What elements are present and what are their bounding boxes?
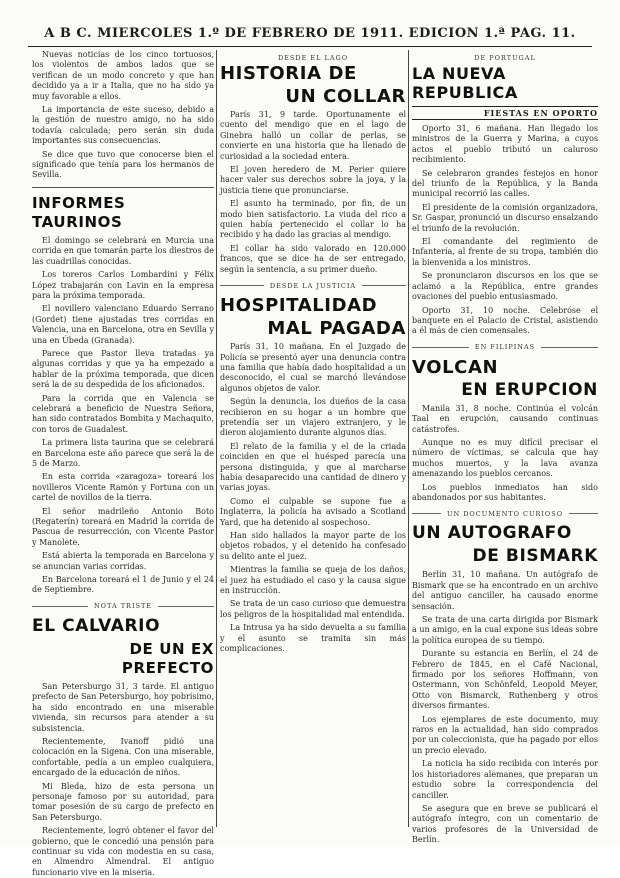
headline-informes-taurinos: INFORMES TAURINOS — [32, 193, 126, 231]
article-paragraph: Se celebraron grandes festejos en honor del triunfo de la República, y la Banda municipal recorrió las calles. — [412, 168, 598, 199]
article-paragraph: Para la corrida que en Valencia se celebrará a beneficio de Nuestra Señora, han sido contratados Bombita y Machaquito, con toros de Guadalest. — [32, 393, 214, 434]
article-paragraph: Está abierta la temporada en Barcelona y se anuncian varias corridas. — [32, 551, 214, 571]
article-paragraph: El novillero valenciano Eduardo Serrano (Gordet) tiene ajustadas tres corridas en Valencia, una en Barcelona, otra en Sevilla y una en Úbeda (Granada). — [32, 304, 214, 345]
intro-paragraph: La importancia de este suceso, debido a la gestión de nuestro amigo, no ha sido todavía calculada; pero serán sin duda importantes sus consecuencias. — [32, 105, 214, 146]
column-2 — [220, 50, 406, 835]
column-divider-2 — [408, 50, 409, 827]
article-paragraph: Los ejemplares de este documento, muy raros en la actualidad, han sido comprados por un coleccionista, que ha pagado por ellos un precio elevado. — [412, 714, 598, 755]
top-rule — [28, 46, 592, 47]
article-paragraph: En esta corrida «zaragoza» toreará los novilleros Vicente Ramón y Fortuna con un cartel de novillos de la tierra. — [32, 472, 214, 503]
column-divider-1 — [216, 50, 217, 827]
article-paragraph: Recientemente, logró obtener el favor del gobierno, que le concedió una pensión para continuar su vida con modestia en su casa, en Almendro Almendral. El antiguo funcionario vive en la miseria. — [32, 826, 214, 877]
column-1 — [32, 50, 214, 877]
headline-un-autografo: UN AUTOGRAFO — [412, 523, 572, 544]
article-paragraph: San Petersburgo 31, 3 tarde. El antiguo prefecto de San Petersburgo, hoy pobrísimo, ha sido encontrado en una miserable vivienda, sin recursos para atender a su subsistencia. — [32, 681, 214, 733]
headline-en-erupcion: EN ERUPCION — [461, 379, 598, 400]
intro-paragraph: Nuevas noticias de los cinco tortuosos, los violentos de ambos lados que se verifican de un modo concreto y que han decidido ya a ir a Italia, que no ha sido ya muy favorable a ellos. — [32, 50, 214, 101]
article-paragraph: La primera lista taurina que se celebrará en Barcelona este año parece que será la de 5 de Marzo. — [32, 438, 214, 468]
section-kicker: DESDE EL LAGO — [277, 54, 349, 62]
article-paragraph: Se asegura que en breve se publicará el autógrafo íntegro, con un comentario de varios profesores de la Universidad de Berlín. — [412, 803, 598, 845]
headline-de-un-ex-prefecto: DE UN EX PREFECTO — [121, 639, 214, 677]
article-paragraph: En Barcelona toreará el 1 de Junio y el 24 de Septiembre. — [32, 575, 214, 595]
article-paragraph: París 31, 9 tarde. Oportunamente el cuento del mendigo que en el lago de Ginebra halló un collar de perlas, se convierte en una historia que ha llenado de curiosidad a la sociedad entera. — [220, 110, 406, 161]
article-paragraph: El comandante del regimiento de Infantería, al frente de su tropa, también dio la bienvenida a los ministros. — [412, 237, 598, 267]
article-paragraph: Los pueblos inmediatos han sido abandonados por sus habitantes. — [412, 482, 598, 502]
article-paragraph: Parece que Pastor lleva tratadas ya algunas corridas y que ya ha empezado a hablar de la próxima temporada, que dicen será la de su despedida de los aficionados. — [32, 348, 214, 390]
column-3 — [412, 50, 598, 845]
article-paragraph: Han sido hallados la mayor parte de los objetos robados, y el detenido ha confesado su delito ante el juez. — [220, 531, 406, 561]
article-paragraph: Recientemente, Ivanoff pidió una colocación en la Sigena. Con una miserable, confortable, pedía a un empleo cualquiera, encargado de la educación de niños. — [32, 736, 214, 778]
headline-el-calvario: EL CALVARIO — [32, 615, 161, 636]
article-paragraph: Oporto 31, 10 noche. Celebróse el banquete en el Palacio de Cristal, asistiendo a él más de cien comensales. — [412, 305, 598, 336]
article-paragraph: Berlín 31, 10 mañana. Un autógrafo de Bismark que se ha encontrado en un archivo del antiguo canciller, ha causado enorme sensación. — [412, 570, 598, 611]
article-paragraph: Mientras la familia se queja de los daños, el juez ha estudiado el caso y la causa sigue en instrucción. — [220, 565, 406, 596]
headline-volcan: VOLCAN — [412, 356, 499, 378]
article-paragraph: El señor madrileño Antonio Boto (Regaterín) toreará en Madrid la corrida de Pascua de resurrección, con Vicente Pastor y Manolete. — [32, 506, 214, 547]
section-kicker: UN DOCUMENTO CURIOSO — [412, 509, 598, 518]
article-paragraph: Oporto 31, 6 mañana. Han llegado los ministros de la Guerra y Marina, a cuyos actos el pueblo tributó un caluroso recibimiento. — [412, 124, 598, 165]
intro-paragraph: Se dice que tuvo que conocerse bien el significado que tenía para los hermanos de Sevilla. — [32, 149, 214, 180]
headline-hospitalidad: HOSPITALIDAD — [220, 295, 378, 317]
headline-de-bismark: DE BISMARK — [472, 546, 598, 567]
article-paragraph: Se pronunciaron discursos en los que se aclamó a la República, entre grandes ovaciones del pueblo entusiasmado. — [412, 271, 598, 302]
article-paragraph: El domingo se celebrará en Murcia una corrida en que tomarán parte los diestros de las cuadrillas conocidas. — [32, 235, 214, 266]
article-paragraph: Mi Bleda, hizo de esta persona un personaje famoso por su autoridad, para tomar posesión de su cargo de prefecto en San Petersburgo. — [32, 781, 214, 822]
headline-mal-pagada: MAL PAGADA — [267, 318, 406, 340]
headline-un-collar: UN COLLAR — [285, 86, 406, 107]
article-paragraph: La Intrusa ya ha sido devuelta a su familia y el asunto se tramita sin más complicaciones. — [220, 623, 406, 654]
article-paragraph: El collar ha sido valorado en 120.000 francos, que se dice ha de ser entregado, según la sentencia, a su primer dueño. — [220, 243, 406, 274]
article-paragraph: Se trata de un caso curioso que demuestra los peligros de la hospitalidad mal entendida. — [220, 599, 406, 619]
section-kicker: EN FILIPINAS — [412, 343, 598, 352]
section-kicker: DESDE LA JUSTICIA — [220, 281, 406, 290]
article-paragraph: Según la denuncia, los dueños de la casa recibieron en su hogar a un hombre que pretendía ser un viajero extranjero, y le dieron alojamiento durante algunos días. — [220, 397, 406, 438]
section-separator — [32, 187, 214, 188]
article-paragraph: Aunque no es muy difícil precisar el número de víctimas, se calcula que hay muchos muertos, y la lava avanza amenazando los pueblos cercanos. — [412, 437, 598, 479]
article-paragraph: Se trata de una carta dirigida por Bismark a un amigo, en la cual expone sus ideas sobre la política europea de su tiempo. — [412, 615, 598, 645]
headline-la-nueva-republica: LA NUEVA REPUBLICA — [412, 64, 518, 102]
article-paragraph: Como el culpable se supone fue a Inglaterra, la policía ha avisado a Scotland Yard, que ha detenido al sospechoso. — [220, 496, 406, 527]
headline-historia-de: HISTORIA DE — [220, 63, 357, 84]
section-kicker: NOTA TRISTE — [32, 602, 214, 611]
article-paragraph: El presidente de la comisión organizadora, Sr. Gaspar, pronunció un discurso ensalzando el triunfo de la revolución. — [412, 202, 598, 233]
article-paragraph: El asunto ha terminado, por fin, de un modo bien satisfactorio. La viuda del rico a quien había pertenecido el collar lo ha recibido y ha dado las gracias al mendigo. — [220, 199, 406, 240]
article-paragraph: El relato de la familia y el de la criada coinciden en que el huésped parecía una persona distinguida, y que al marcharse había desaparecido una cantidad de dinero y varias joyas. — [220, 441, 406, 493]
article-paragraph: París 31, 10 mañana. En el Juzgado de Policía se presentó ayer una denuncia contra una familia que había dado hospitalidad a un desconocido, el cual se marchó llevándose algunos objetos de valor. — [220, 342, 406, 393]
article-paragraph: Manila 31, 8 noche. Continúa el volcán Taal en erupción, causando continuas catástrofes. — [412, 403, 598, 434]
section-kicker: DE PORTUGAL — [474, 54, 536, 62]
subheadline-fiestas-en-oporto: FIESTAS EN OPORTO — [412, 106, 598, 120]
article-paragraph: La noticia ha sido recibida con interés por los historiadores alemanes, que preparan un estudio sobre la correspondencia del canciller. — [412, 759, 598, 800]
article-paragraph: Los toreros Carlos Lombardini y Félix López trabajarán con Lavin en la empresa para la próxima temporada. — [32, 270, 214, 300]
article-paragraph: Durante su estancia en Berlín, el 24 de Febrero de 1845, en el Café Nacional, firmado por los señores Hoffmann, von Ostermann, von Schönfeld, Leopold Meyer, Otto von Bismarck, Ruthenberg y otros diversos firmantes. — [412, 649, 598, 711]
article-paragraph: El joven heredero de M. Perier quiere hacer valer sus derechos sobre la joya, y la justicia tiene que pronunciarse. — [220, 165, 406, 195]
masthead: A B C. MIERCOLES 1.º DE FEBRERO DE 1911. EDICION 1.ª PAG. 11. — [44, 26, 576, 41]
